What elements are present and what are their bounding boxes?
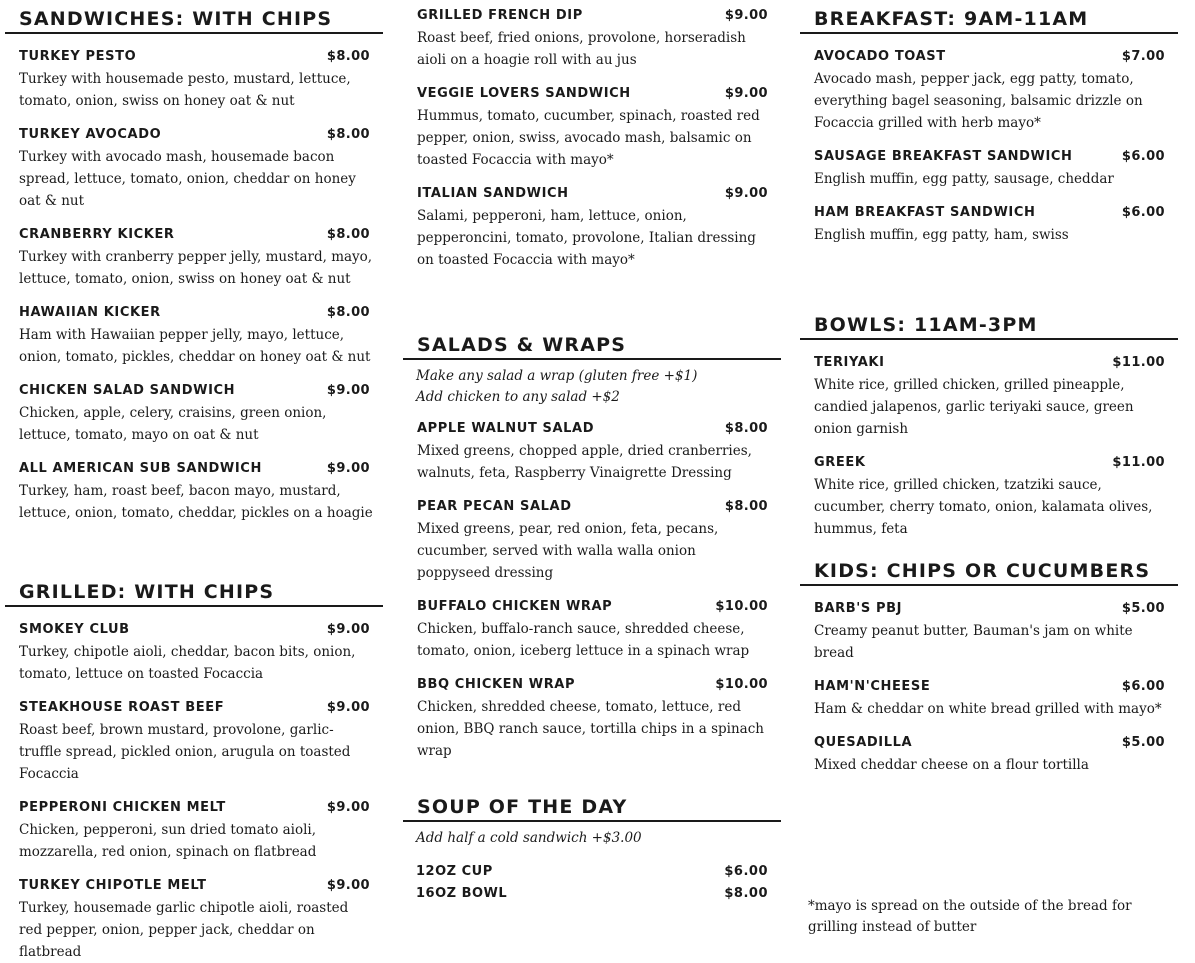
menu-item-header: [814, 352, 1178, 374]
menu-item-price: $8.00: [326, 227, 370, 242]
menu-item-name: BARB'S PBJ: [814, 601, 903, 616]
menu-item-name: BUFFALO CHICKEN WRAP: [417, 599, 613, 614]
menu-item-description: Chicken, pepperoni, sun dried tomato aioli, mozzarella, red onion, spinach on flatbread: [19, 822, 317, 860]
menu-item: [800, 202, 1178, 246]
menu-item-description: Salami, pepperoni, ham, lettuce, onion, pepperoncini, tomato, provolone, Italian dressing on toasted Focaccia with mayo*: [417, 208, 756, 268]
menu-item-header: [417, 496, 781, 518]
soup-option: [416, 883, 781, 905]
menu-item-price: $9.00: [326, 383, 370, 398]
menu-item-header: [19, 797, 383, 819]
menu-item-header: [19, 46, 383, 68]
menu-item-description: White rice, grilled chicken, tzatziki sauce, cucumber, cherry tomato, onion, kalamata olives, hummus, feta: [814, 477, 1153, 537]
menu-item-price: $7.00: [1121, 49, 1165, 64]
menu-item-price: $8.00: [326, 127, 370, 142]
section-heading: SANDWICHES: WITH CHIPS: [5, 6, 383, 34]
menu-item: [5, 46, 383, 112]
menu-item: [5, 458, 383, 524]
menu-item-price: $8.00: [724, 499, 768, 514]
menu-item-price: $6.00: [1121, 205, 1165, 220]
menu-item: [800, 352, 1178, 440]
menu-item-description: White rice, grilled chicken, grilled pineapple, candied jalapenos, garlic teriyaki sauce, green onion garnish: [814, 377, 1134, 437]
breakfast-section: [800, 6, 1178, 246]
menu-item-description: Turkey, ham, roast beef, bacon mayo, mustard, lettuce, onion, tomato, cheddar, pickles on a hoagie: [19, 483, 373, 521]
menu-item-price: $11.00: [1112, 455, 1165, 470]
menu-item-name: PEPPERONI CHICKEN MELT: [19, 800, 226, 815]
menu-item-name: HAM BREAKFAST SANDWICH: [814, 205, 1036, 220]
menu-item-price: $9.00: [724, 8, 768, 23]
menu-item-name: PEAR PECAN SALAD: [417, 499, 572, 514]
menu-item-description: Roast beef, brown mustard, provolone, garlic-truffle spread, pickled onion, arugula on toasted Focaccia: [19, 722, 351, 782]
section-heading: KIDS: CHIPS OR CUCUMBERS: [800, 558, 1178, 586]
menu-item-description: Chicken, shredded cheese, tomato, lettuce, red onion, BBQ ranch sauce, tortilla chips in a spinach wrap: [417, 699, 764, 759]
menu-item: [5, 875, 383, 963]
menu-item: [5, 797, 383, 863]
menu-item-header: [19, 619, 383, 641]
menu-item-name: STEAKHOUSE ROAST BEEF: [19, 700, 225, 715]
menu-item-name: TURKEY CHIPOTLE MELT: [19, 878, 207, 893]
menu-item-header: [19, 458, 383, 480]
menu-item-header: [417, 674, 781, 696]
section-heading: BOWLS: 11AM-3PM: [800, 312, 1178, 340]
menu-item-price: $11.00: [1112, 355, 1165, 370]
menu-item: [403, 83, 781, 171]
menu-item-name: CRANBERRY KICKER: [19, 227, 175, 242]
menu-item-header: [19, 302, 383, 324]
menu-item-name: ALL AMERICAN SUB SANDWICH: [19, 461, 262, 476]
menu-item: [403, 496, 781, 584]
menu-item: [800, 452, 1178, 540]
menu-item-description: English muffin, egg patty, ham, swiss: [814, 227, 1069, 243]
menu-item-name: HAM'N'CHEESE: [814, 679, 931, 694]
section-note: Make any salad a wrap (gluten free +$1): [416, 368, 698, 384]
soup-option-price: $6.00: [724, 864, 768, 879]
section-heading: SALADS & WRAPS: [403, 332, 781, 360]
menu-item-header: [814, 202, 1178, 224]
menu-item-name: ITALIAN SANDWICH: [417, 186, 569, 201]
menu-item-name: GREEK: [814, 455, 866, 470]
menu-item-description: Mixed cheddar cheese on a flour tortilla: [814, 757, 1089, 773]
menu-item-header: [19, 224, 383, 246]
menu-item-price: $9.00: [326, 878, 370, 893]
menu-item-name: TERIYAKI: [814, 355, 885, 370]
menu-item-name: QUESADILLA: [814, 735, 913, 750]
menu-item-description: Roast beef, fried onions, provolone, horseradish aioli on a hoagie roll with au jus: [417, 30, 746, 68]
menu-item-price: $9.00: [326, 622, 370, 637]
menu-item-description: Turkey with housemade pesto, mustard, lettuce, tomato, onion, swiss on honey oat & nut: [19, 71, 351, 109]
menu-item-description: Chicken, buffalo-ranch sauce, shredded cheese, tomato, onion, iceberg lettuce in a spinach wrap: [417, 621, 750, 659]
menu-item-price: $9.00: [326, 700, 370, 715]
menu-item-description: Turkey with cranberry pepper jelly, mustard, mayo, lettuce, tomato, onion, swiss on honey oat & nut: [19, 249, 373, 287]
menu-item-name: AVOCADO TOAST: [814, 49, 946, 64]
soup-option-name: 12OZ CUP: [416, 864, 493, 879]
grilled-section: [5, 579, 383, 963]
salads-wraps-section: [403, 332, 781, 762]
menu-item-name: SAUSAGE BREAKFAST SANDWICH: [814, 149, 1073, 164]
section-notes: [403, 822, 781, 849]
soup-options: [403, 861, 781, 905]
footnote: *mayo is spread on the outside of the bread for grilling instead of butter: [808, 898, 1132, 935]
menu-item-header: [19, 124, 383, 146]
menu-item-header: [814, 452, 1178, 474]
menu-item-description: Mixed greens, chopped apple, dried cranberries, walnuts, feta, Raspberry Vinaigrette Dressing: [417, 443, 752, 481]
menu-item: [403, 674, 781, 762]
menu-item-header: [814, 676, 1178, 698]
menu-item-header: [417, 596, 781, 618]
grilled-continued-section: [403, 0, 781, 271]
section-notes: [403, 360, 781, 408]
menu-item: [5, 380, 383, 446]
menu-item: [5, 124, 383, 212]
menu-item-description: Ham & cheddar on white bread grilled with mayo*: [814, 701, 1162, 717]
soup-option-name: 16OZ BOWL: [416, 886, 508, 901]
section-note: Add chicken to any salad +$2: [416, 389, 620, 405]
menu-item-name: BBQ CHICKEN WRAP: [417, 677, 576, 692]
menu-item-header: [19, 380, 383, 402]
menu-item-price: $5.00: [1121, 735, 1165, 750]
menu-item: [403, 183, 781, 271]
menu-item: [5, 697, 383, 785]
soup-option-price: $8.00: [724, 886, 768, 901]
menu-item: [800, 46, 1178, 134]
menu-item: [403, 5, 781, 71]
menu-item-description: Avocado mash, pepper jack, egg patty, tomato, everything bagel seasoning, balsamic drizzle on Focaccia grilled with herb mayo*: [814, 71, 1143, 131]
menu-item-name: TURKEY PESTO: [19, 49, 137, 64]
menu-item-name: VEGGIE LOVERS SANDWICH: [417, 86, 631, 101]
menu-item-header: [19, 875, 383, 897]
menu-item-price: $8.00: [326, 49, 370, 64]
menu-item: [403, 596, 781, 662]
sandwiches-section: [5, 6, 383, 524]
menu-item-header: [417, 83, 781, 105]
menu-item-price: $8.00: [724, 421, 768, 436]
menu-item: [800, 146, 1178, 190]
menu-item-price: $9.00: [724, 86, 768, 101]
menu-item-header: [814, 732, 1178, 754]
bowls-section: [800, 312, 1178, 540]
kids-section: [800, 558, 1178, 776]
menu-item: [403, 418, 781, 484]
menu-item-header: [417, 5, 781, 27]
menu-item-price: $9.00: [724, 186, 768, 201]
menu-item-description: Hummus, tomato, cucumber, spinach, roasted red pepper, onion, swiss, avocado mash, balsamic on toasted Focaccia with mayo*: [417, 108, 760, 168]
menu-item-header: [417, 418, 781, 440]
soup-option: [416, 861, 781, 883]
menu-item-description: Creamy peanut butter, Bauman's jam on white bread: [814, 623, 1133, 661]
menu-item-price: $8.00: [326, 305, 370, 320]
menu-item-description: Turkey, housemade garlic chipotle aioli, roasted red pepper, onion, pepper jack, cheddar on flatbread: [19, 900, 349, 960]
menu-item: [800, 676, 1178, 720]
menu-item-header: [814, 598, 1178, 620]
menu-item-name: SMOKEY CLUB: [19, 622, 130, 637]
menu-item-description: Ham with Hawaiian pepper jelly, mayo, lettuce, onion, tomato, pickles, cheddar on honey oat & nut: [19, 327, 371, 365]
menu-item: [5, 619, 383, 685]
section-heading: GRILLED: WITH CHIPS: [5, 579, 383, 607]
menu-item-price: $10.00: [715, 677, 768, 692]
menu-item-description: Chicken, apple, celery, craisins, green onion, lettuce, tomato, mayo on oat & nut: [19, 405, 327, 443]
soup-section: [403, 794, 781, 905]
menu-item-name: APPLE WALNUT SALAD: [417, 421, 595, 436]
section-heading: SOUP OF THE DAY: [403, 794, 781, 822]
menu-item-header: [814, 46, 1178, 68]
menu-item-name: GRILLED FRENCH DIP: [417, 8, 583, 23]
menu-item-header: [417, 183, 781, 205]
menu-item-description: Turkey, chipotle aioli, cheddar, bacon bits, onion, tomato, lettuce on toasted Focaccia: [19, 644, 356, 682]
menu-item: [800, 598, 1178, 664]
menu-item-header: [814, 146, 1178, 168]
menu-item: [5, 224, 383, 290]
menu-item-price: $5.00: [1121, 601, 1165, 616]
menu-item-name: TURKEY AVOCADO: [19, 127, 162, 142]
menu-item-price: $6.00: [1121, 149, 1165, 164]
section-heading: BREAKFAST: 9AM-11AM: [800, 6, 1178, 34]
menu-item: [800, 732, 1178, 776]
menu-item-price: $6.00: [1121, 679, 1165, 694]
section-note: Add half a cold sandwich +$3.00: [416, 830, 642, 846]
menu-item-description: Mixed greens, pear, red onion, feta, pecans, cucumber, served with walla walla onion poppyseed dressing: [417, 521, 719, 581]
menu-item-price: $9.00: [326, 461, 370, 476]
menu-item-header: [19, 697, 383, 719]
menu-item-description: Turkey with avocado mash, housemade bacon spread, lettuce, tomato, onion, cheddar on honey oat & nut: [19, 149, 356, 209]
menu-item-name: HAWAIIAN KICKER: [19, 305, 161, 320]
menu-item-description: English muffin, egg patty, sausage, cheddar: [814, 171, 1114, 187]
menu-item: [5, 302, 383, 368]
menu-item-price: $9.00: [326, 800, 370, 815]
menu-item-price: $10.00: [715, 599, 768, 614]
menu-item-name: CHICKEN SALAD SANDWICH: [19, 383, 236, 398]
